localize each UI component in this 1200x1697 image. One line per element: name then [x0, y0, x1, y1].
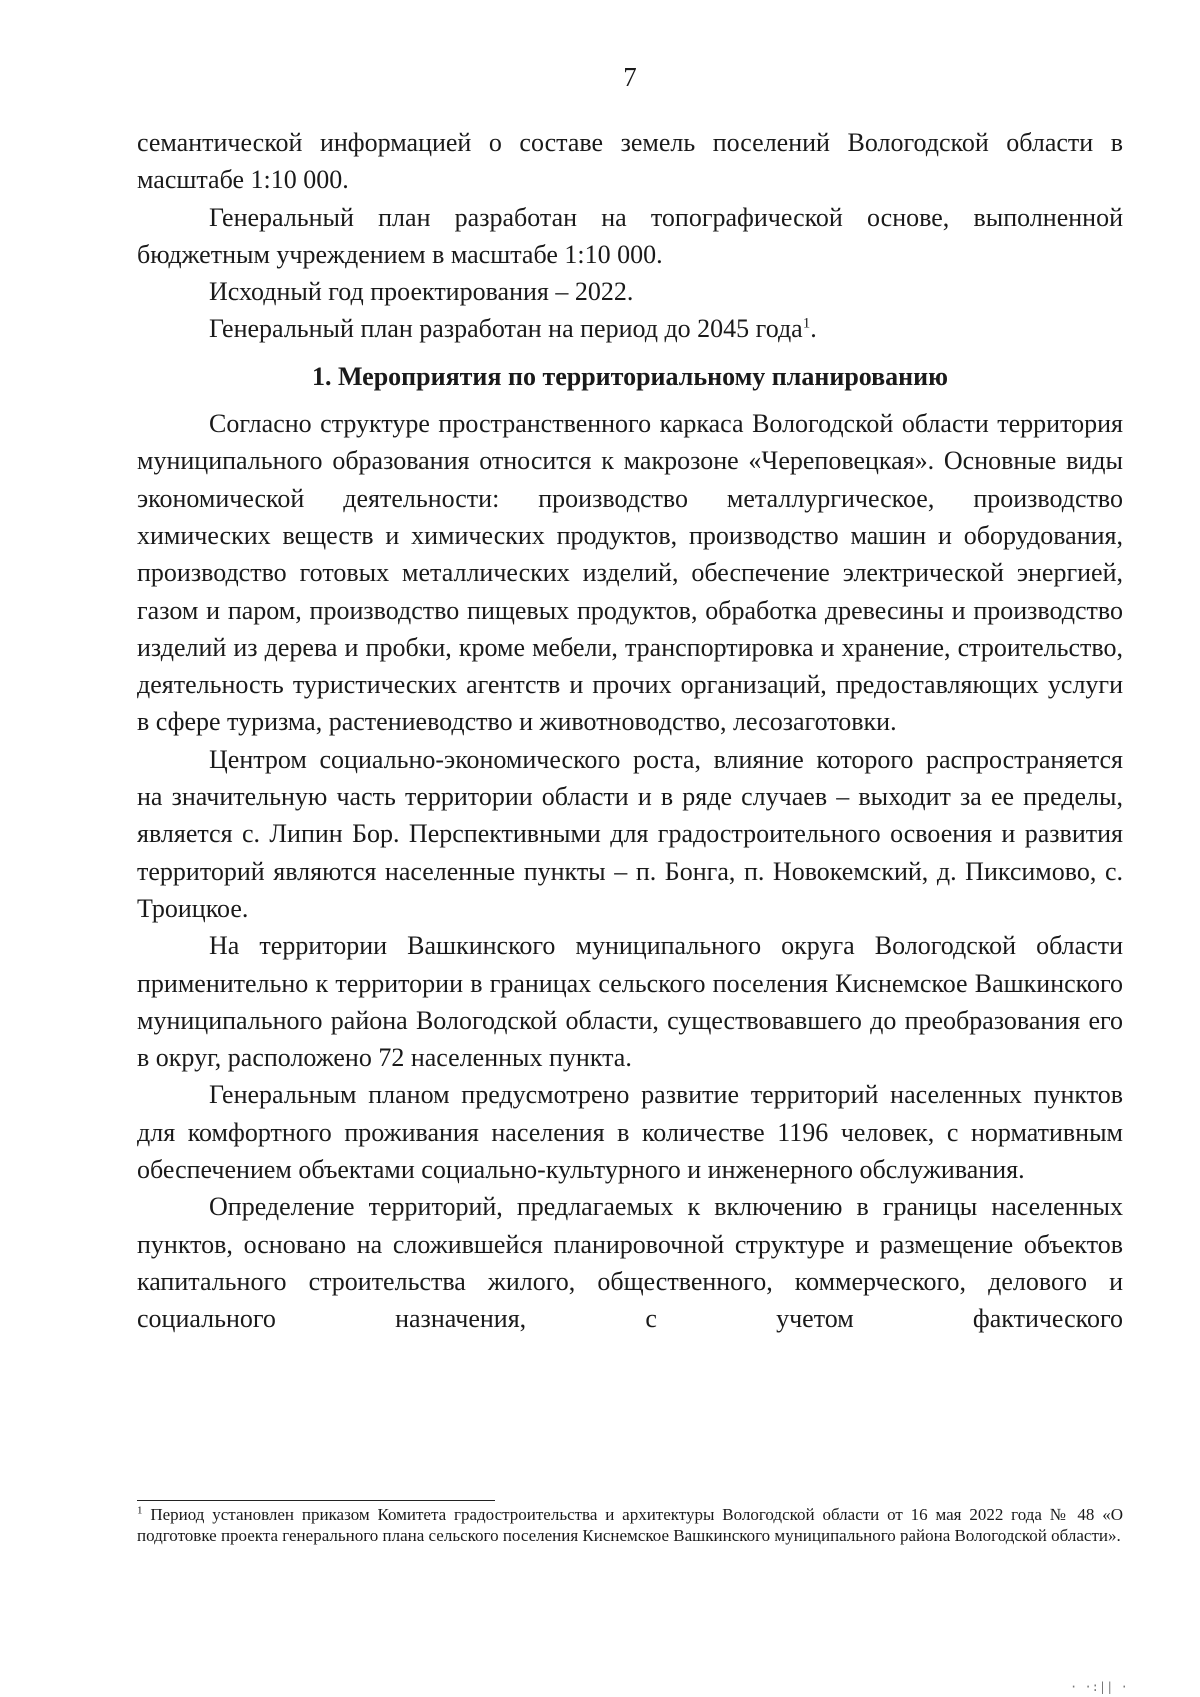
paragraph-population: Генеральным планом предусмотрено развитие территорий населенных пунктов для комфортного проживания населения в количестве 1196 человек, с нормативным обеспечением объектами социально-культурного и инженерного обслуживания. [137, 1080, 1123, 1185]
paragraph-settlements-count: На территории Вашкинского муниципального округа Вологодской области применительно к территории в границах сельского поселения Киснемское Вашкинского муниципального района Вологодской области, существовавшего до преобразования его в округ, расположено 72 населенных пункта. [137, 931, 1123, 1073]
footnote [137, 1504, 1123, 1546]
paragraph-base-year: Исходный год проектирования – 2022. [209, 277, 634, 307]
footnote-reference: 1 [802, 315, 811, 332]
paragraph-topographic-basis: Генеральный план разработан на топографической основе, выполненной бюджетным учреждением в масштабе 1:10 000. [137, 202, 1123, 269]
paragraph-territory-definition: Определение территорий, предлагаемых к включению в границы населенных пунктов, основано на сложившейся планировочной структуре и размещение объектов капитального строительства жилого, общественного, коммерческого, делового и социального назначения, с учетом фактического [137, 1192, 1123, 1334]
footnote-separator [137, 1500, 495, 1501]
scan-artifact-marks: · ·:|| · [1070, 1680, 1128, 1694]
paragraph-macrozone: Согласно структуре пространственного каркаса Вологодской области территория муниципального образования относится к макрозоне «Череповецкая». Основные виды экономической деятельности: производство металлургическое, производство химических веществ и химических продуктов, производство машин и оборудования, производство готовых металлических изделий, обеспечение электрической энергией, газом и паром, производство пищевых продуктов, обработка древесины и производство изделий из дерева и пробки, кроме мебели, транспортировка и хранение, строительство, деятельность туристических агентств и прочих организаций, предоставляющих услуги в сфере туризма, растениеводство и животноводство, лесозаготовки. [137, 409, 1123, 737]
plan-period-end: . [810, 314, 817, 344]
paragraph-continuation: семантической информацией о составе земель поселений Вологодской области в масштабе 1:10 000. [137, 128, 1123, 195]
page-number: 7 [623, 62, 637, 92]
paragraph-plan-period [137, 310, 1123, 347]
body-text [137, 124, 1123, 1338]
paragraph-growth-center: Центром социально-экономического роста, влияние которого распространяется на значительную часть территории области и в ряде случаев – выходит за ее пределы, является с. Липин Бор. Перспективными для градостроительного освоения и развития территорий являются населенные пункты – п. Бонга, п. Новокемский, д. Пиксимово, с. Троицкое. [137, 744, 1123, 923]
footnote-text: Период установлен приказом Комитета градостроительства и архитектуры Вологодской области от 16 мая 2022 года № 48 «О подготовке проекта генерального плана сельского поселения Киснемское Вашкинского муниципального района Вологодской области». [137, 1505, 1123, 1545]
section-heading: 1. Мероприятия по территориальному планированию [311, 361, 949, 391]
plan-period-text: Генеральный план разработан на период до 2045 года [209, 314, 803, 344]
footnote-marker: 1 [137, 1504, 143, 1517]
